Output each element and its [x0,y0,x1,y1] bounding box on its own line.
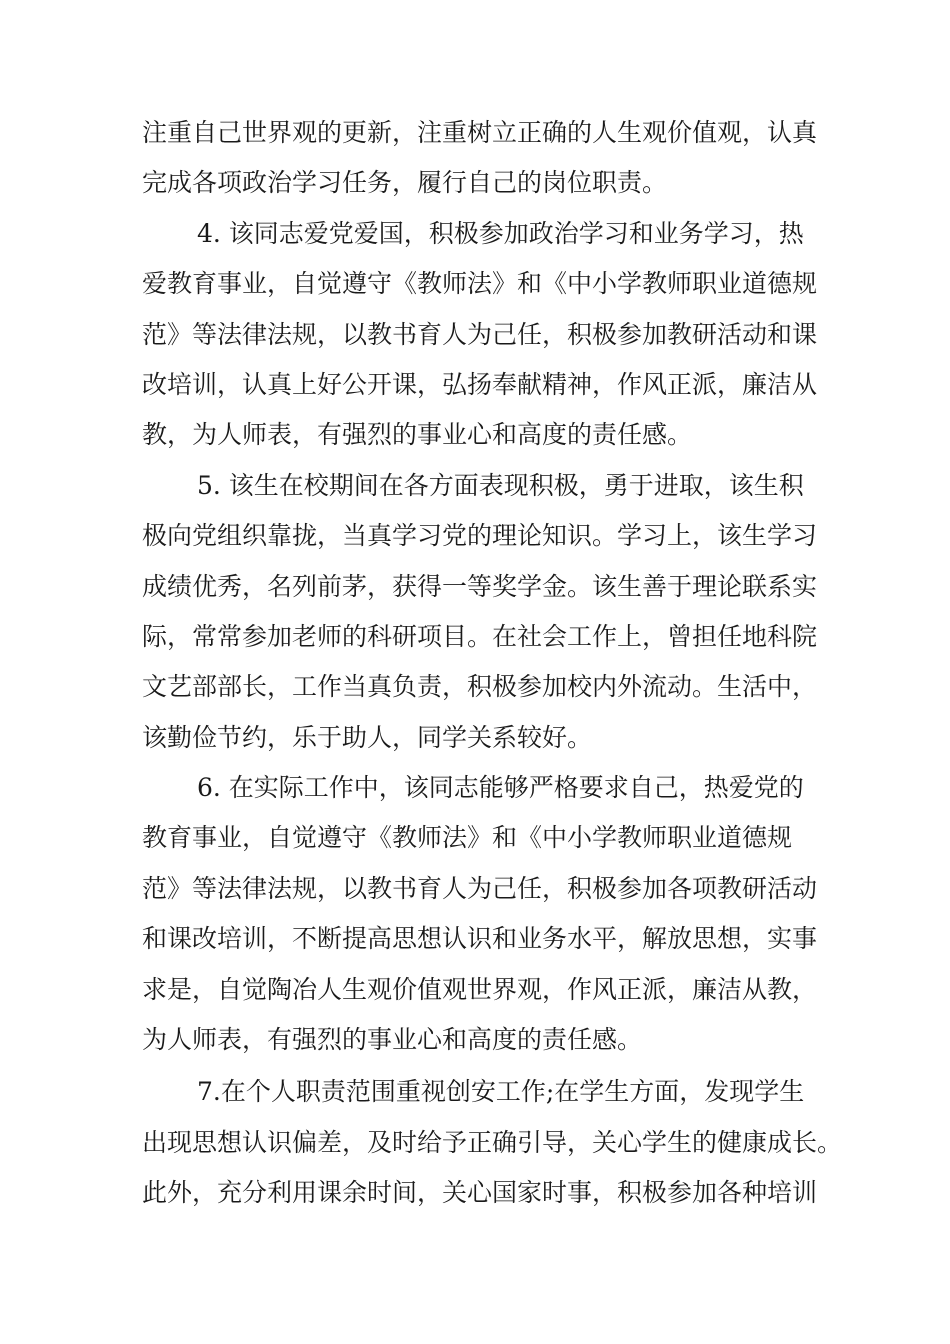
text-line: 6. 在实际工作中，该同志能够严格要求自己，热爱党的 [197,773,804,803]
paragraph-continuation [142,108,842,209]
text-line: 爱教育事业，自觉遵守《教师法》和《中小学教师职业道德规 [142,269,818,299]
text-line: 为人师表，有强烈的事业心和高度的责任感。 [142,1025,643,1055]
text-line: 5. 该生在校期间在各方面表现积极，勇于进取，该生积 [197,470,804,500]
paragraph-item-4 [142,209,842,461]
text-line: 求是，自觉陶冶人生观价值观世界观，作风正派，廉洁从教， [142,974,818,1004]
text-line: 出现思想认识偏差，及时给予正确引导，关心学生的健康成长。 [142,1127,843,1157]
text-line: 教育事业，自觉遵守《教师法》和《中小学教师职业道德规 [142,823,793,853]
text-line: 成绩优秀，名列前茅，获得一等奖学金。该生善于理论联系实 [142,571,818,601]
text-line: 际，常常参加老师的科研项目。在社会工作上，曾担任地科院 [142,621,818,651]
text-line: 极向党组织靠拢，当真学习党的理论知识。学习上，该生学习 [142,521,818,551]
document-body [142,108,842,1219]
paragraph-item-6 [142,763,842,1065]
text-line: 此外，充分利用课余时间，关心国家时事，积极参加各种培训 [142,1178,818,1208]
text-line: 完成各项政治学习任务，履行自己的岗位职责。 [142,168,668,198]
paragraph-item-7 [142,1067,842,1218]
text-line: 和课改培训，不断提高思想认识和业务水平，解放思想，实事 [142,924,818,954]
text-line: 改培训，认真上好公开课，弘扬奉献精神，作风正派，廉洁从 [142,369,818,399]
paragraph-item-5 [142,461,842,763]
text-line: 7.在个人职责范围重视创安工作;在学生方面，发现学生 [197,1077,805,1107]
text-line: 范》等法律法规，以教书育人为己任，积极参加各项教研活动 [142,873,818,903]
text-line: 范》等法律法规，以教书育人为己任，积极参加教研活动和课 [142,319,818,349]
text-line: 注重自己世界观的更新，注重树立正确的人生观价值观，认真 [142,118,818,147]
text-line: 文艺部部长，工作当真负责，积极参加校内外流动。生活中， [142,672,818,702]
text-line: 教，为人师表，有强烈的事业心和高度的责任感。 [142,420,693,450]
text-line: 该勤俭节约，乐于助人，同学关系较好。 [142,722,593,752]
text-line: 4. 该同志爱党爱国，积极参加政治学习和业务学习，热 [197,218,804,248]
